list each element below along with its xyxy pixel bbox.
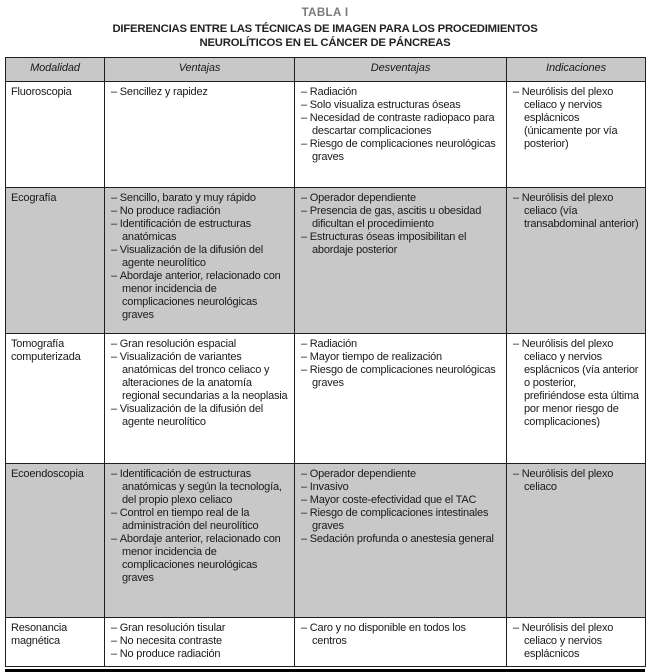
indicaciones-cell — [507, 82, 646, 188]
list-item: – Invasivo — [301, 481, 500, 494]
table-body — [6, 82, 646, 667]
list-item: – Necesidad de contraste radiopaco para descartar complicaciones — [301, 112, 500, 138]
list-item: – Solo visualiza estructuras óseas — [301, 99, 500, 112]
modality-cell: Ecografía — [6, 188, 105, 334]
table-row — [6, 334, 646, 464]
table-row — [6, 188, 646, 334]
list-item: – Riesgo de complicaciones intestinales graves — [301, 507, 500, 533]
list-item: – Visualización de la difusión del agente neurolítico — [111, 403, 288, 429]
title-block — [5, 7, 645, 50]
list-item: – Identificación de estructuras anatómicas y según la tecnología, del propio plexo celiaco — [111, 468, 288, 507]
list-item: – No produce radiación — [111, 205, 288, 218]
table-title-line1: DIFERENCIAS ENTRE LAS TÉCNICAS DE IMAGEN PARA LOS PROCEDIMIENTOS — [112, 23, 538, 35]
ventajas-cell — [105, 618, 295, 667]
list-item: – Presencia de gas, ascitis u obesidad dificultan el procedimiento — [301, 205, 500, 231]
list-item: – Gran resolución tisular — [111, 622, 288, 635]
desventajas-cell — [295, 82, 507, 188]
column-header-indicaciones: Indicaciones — [507, 58, 646, 82]
list-item: – Radiación — [301, 338, 500, 351]
desventajas-cell — [295, 334, 507, 464]
list-item: – Mayor coste-efectividad que el TAC — [301, 494, 500, 507]
list-item: – Riesgo de complicaciones neurológicas graves — [301, 364, 500, 390]
desventajas-cell — [295, 618, 507, 667]
column-header-modalidad: Modalidad — [6, 58, 105, 82]
indicaciones-cell — [507, 464, 646, 618]
list-item: – Neurólisis del plexo celiaco y nervios esplácnicos (únicamente por vía posterior) — [513, 86, 639, 151]
desventajas-cell — [295, 464, 507, 618]
list-item: – Abordaje anterior, relacionado con menor incidencia de complicaciones neurológicas graves — [111, 270, 288, 322]
list-item: – Gran resolución espacial — [111, 338, 288, 351]
table-title-line2: NEUROLÍTICOS EN EL CÁNCER DE PÁNCREAS — [199, 37, 451, 49]
ventajas-cell — [105, 334, 295, 464]
list-item: – Sencillo, barato y muy rápido — [111, 192, 288, 205]
modality-cell: Resonancia magnética — [6, 618, 105, 667]
desventajas-cell — [295, 188, 507, 334]
table-label: TABLA I — [301, 7, 349, 19]
list-item: – No necesita contraste — [111, 635, 288, 648]
table-row — [6, 82, 646, 188]
list-item: – Operador dependiente — [301, 468, 500, 481]
list-item: – Neurólisis del plexo celiaco (vía transabdominal anterior) — [513, 192, 639, 231]
list-item: – Operador dependiente — [301, 192, 500, 205]
list-item: – Caro y no disponible en todos los centros — [301, 622, 500, 648]
ventajas-cell — [105, 82, 295, 188]
indicaciones-cell — [507, 188, 646, 334]
table-row — [6, 464, 646, 618]
indicaciones-cell — [507, 334, 646, 464]
header-row — [6, 58, 646, 82]
list-item: – Riesgo de complicaciones neurológicas graves — [301, 138, 500, 164]
list-item: – Neurólisis del plexo celiaco y nervios esplácnicos — [513, 622, 639, 661]
indicaciones-cell — [507, 618, 646, 667]
modality-cell: Fluoroscopia — [6, 82, 105, 188]
list-item: – Control en tiempo real de la administración del neurolítico — [111, 507, 288, 533]
list-item: – Sencillez y rapidez — [111, 86, 288, 99]
column-header-desventajas: Desventajas — [295, 58, 507, 82]
list-item: – Neurólisis del plexo celiaco y nervios esplácnicos (vía anterior o posterior, prefiriéndose esta última por menor riesgo de complicaciones) — [513, 338, 639, 429]
comparison-table — [5, 57, 646, 667]
column-header-ventajas: Ventajas — [105, 58, 295, 82]
list-item: – Estructuras óseas imposibilitan el abordaje posterior — [301, 231, 500, 257]
list-item: – Mayor tiempo de realización — [301, 351, 500, 364]
list-item: – Radiación — [301, 86, 500, 99]
table-row — [6, 618, 646, 667]
ventajas-cell — [105, 464, 295, 618]
ventajas-cell — [105, 188, 295, 334]
list-item: – Visualización de la difusión del agente neurolítico — [111, 244, 288, 270]
list-item: – Visualización de variantes anatómicas del tronco celiaco y alteraciones de la anatomía regional secundarias a la neoplasia — [111, 351, 288, 403]
modality-cell: Ecoendoscopia — [6, 464, 105, 618]
modality-cell: Tomografía computerizada — [6, 334, 105, 464]
list-item: – Neurólisis del plexo celiaco — [513, 468, 639, 494]
list-item: – Identificación de estructuras anatómicas — [111, 218, 288, 244]
list-item: – Abordaje anterior, relacionado con menor incidencia de complicaciones neurológicas graves — [111, 533, 288, 585]
list-item: – No produce radiación — [111, 648, 288, 661]
list-item: – Sedación profunda o anestesia general — [301, 533, 500, 546]
